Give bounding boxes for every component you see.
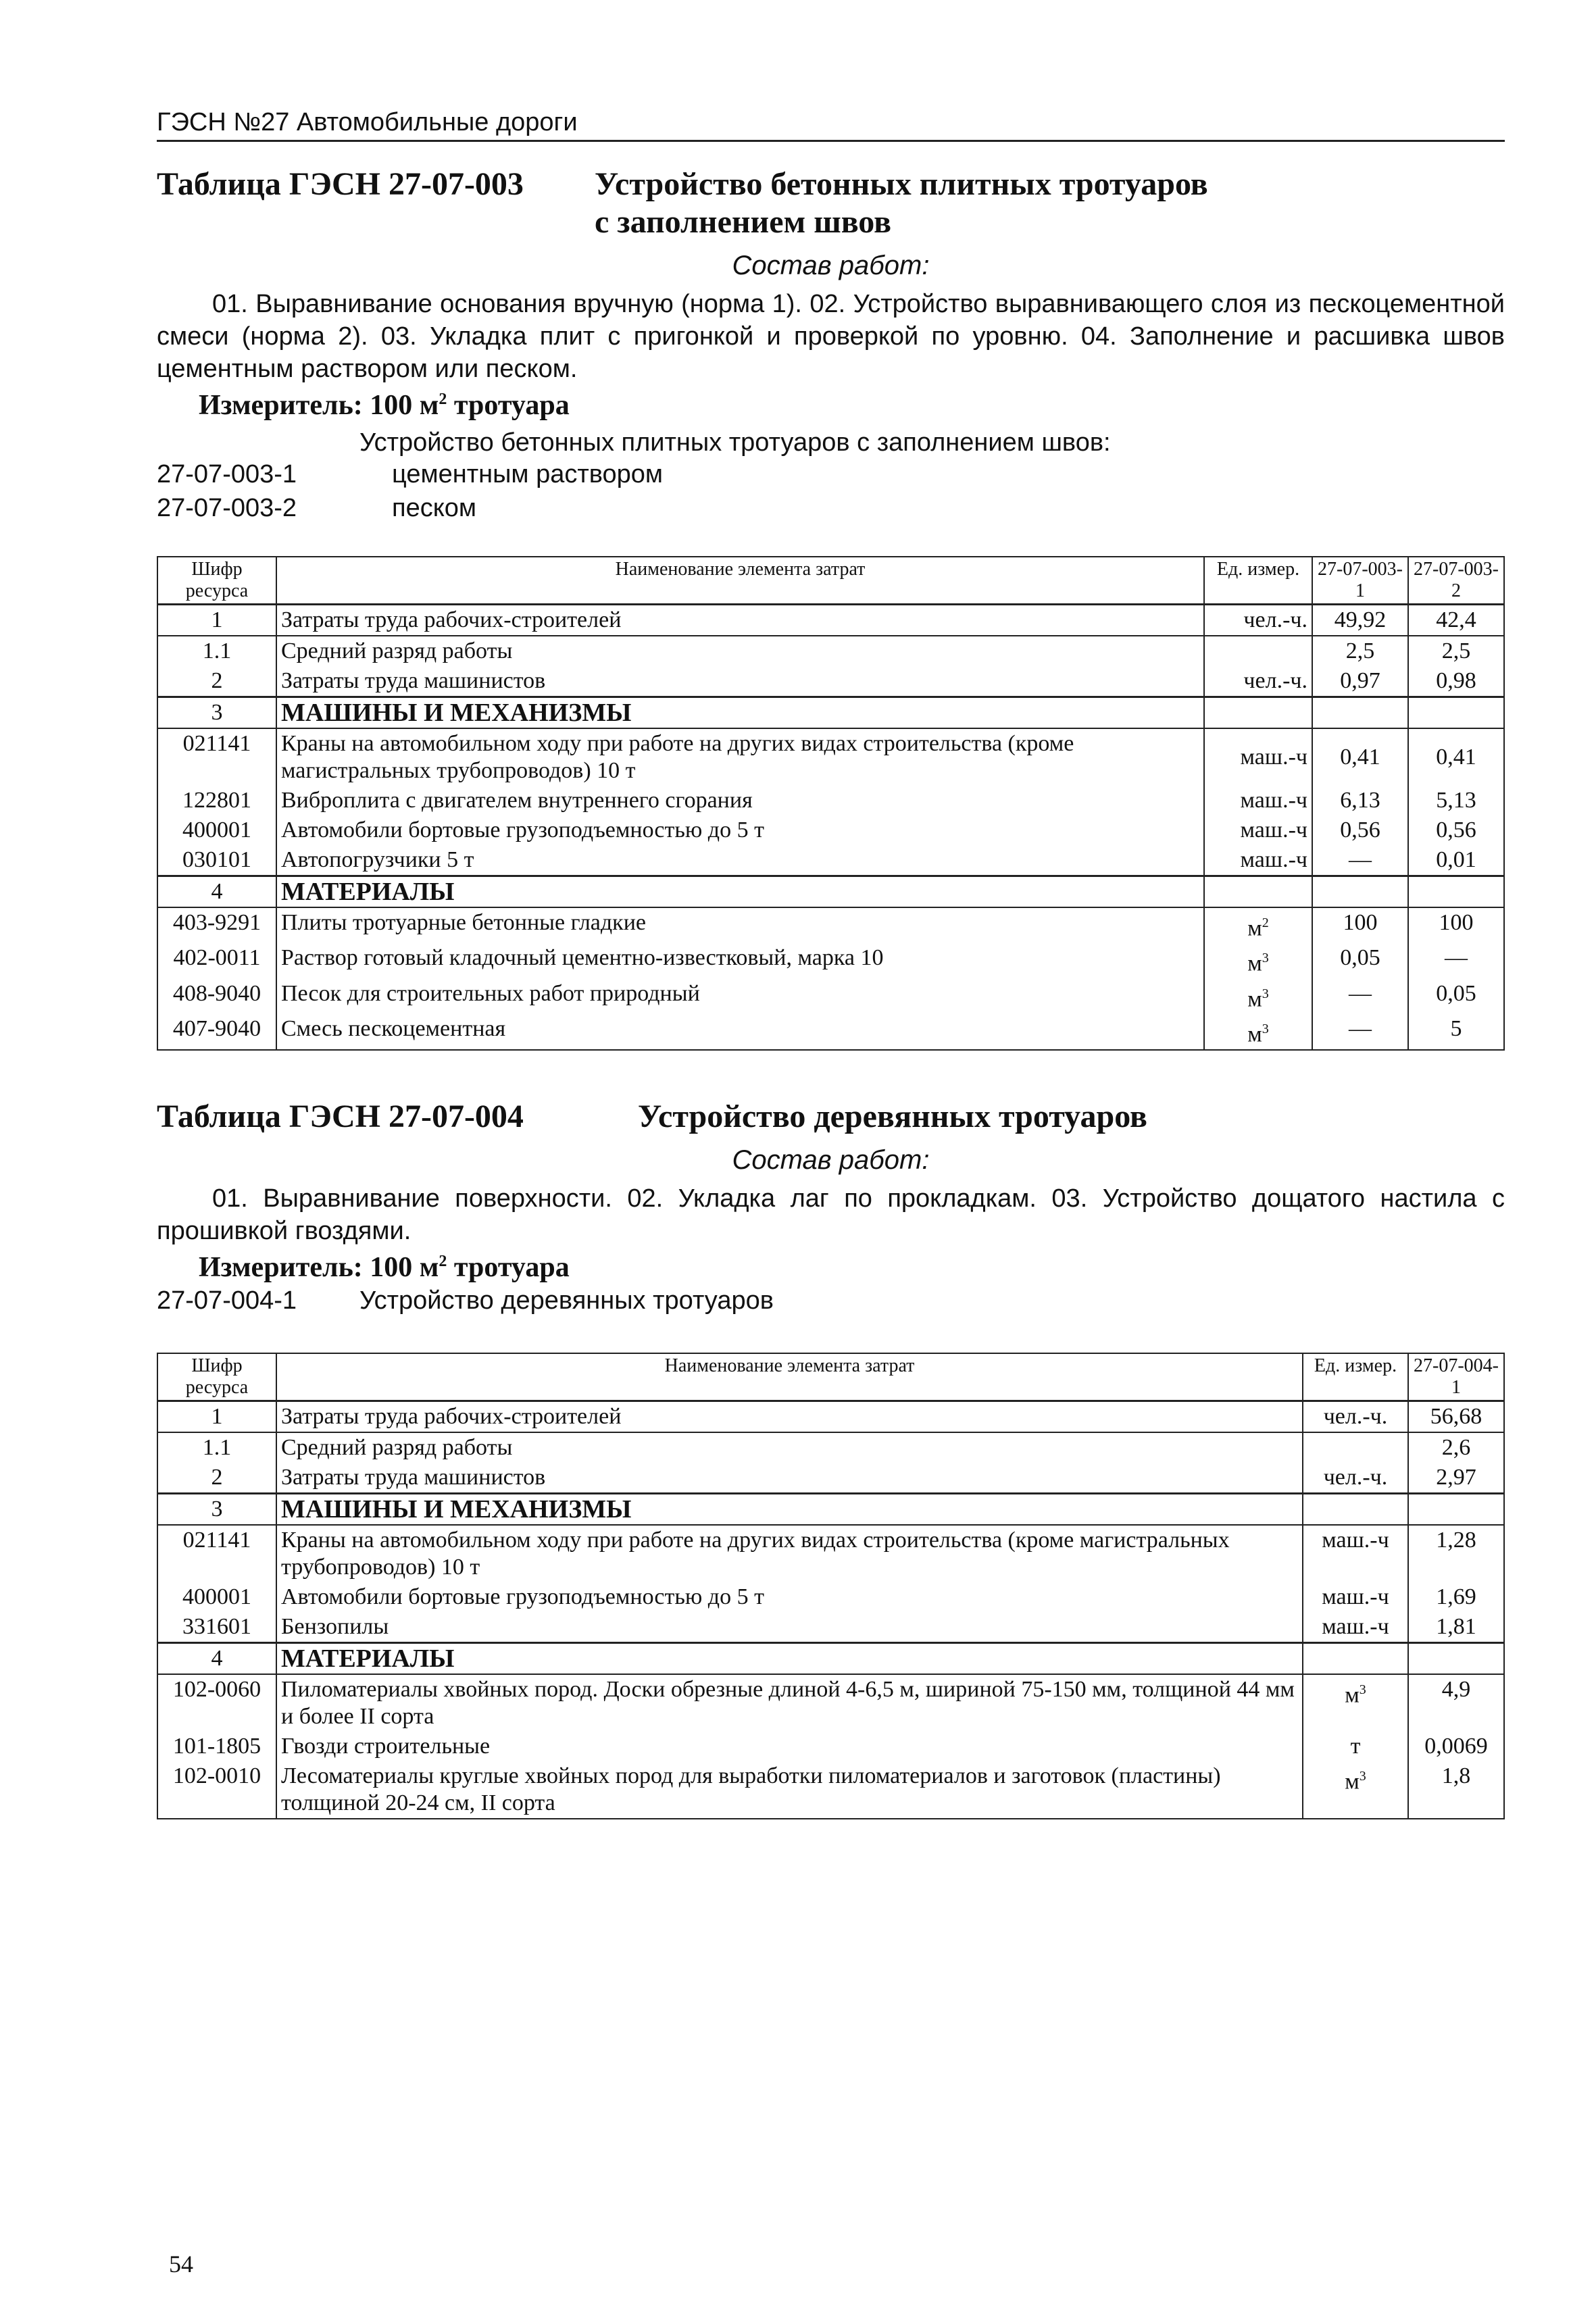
col-header-unit: Ед. измер. xyxy=(1204,557,1312,605)
page-header xyxy=(157,108,1505,142)
table-header-row xyxy=(157,1353,1504,1401)
table-row: 400001 Автомобили бортовые грузоподъемностью до 5 т маш.-ч 1,69 xyxy=(157,1582,1504,1612)
table-row: 2 Затраты труда машинистов чел.-ч. 2,97 xyxy=(157,1463,1504,1494)
table-title xyxy=(157,166,1505,241)
table-row: 1 Затраты труда рабочих-строителей чел.-ч. 49,92 42,4 xyxy=(157,605,1504,636)
table-code: Таблица ГЭСН 27-07-004 xyxy=(157,1099,524,1134)
table-section-row: 4 МАТЕРИАЛЫ xyxy=(157,876,1504,908)
section-27-07-003 xyxy=(157,166,1505,1051)
table-header-row xyxy=(157,557,1504,605)
meter: Измеритель: 100 $м^2$ тротуара xyxy=(199,390,570,421)
table-row: 400001 Автомобили бортовые грузоподъемностью до 5 т маш.-ч 0,56 0,56 xyxy=(157,815,1504,845)
table-row: 030101 Автопогрузчики 5 т маш.-ч — 0,01 xyxy=(157,845,1504,876)
cost-table xyxy=(157,1353,1505,1819)
section-27-07-004 xyxy=(157,1098,1505,1819)
table-row: 331601 Бензопилы маш.-ч 1,81 xyxy=(157,1612,1504,1643)
page-number: 54 xyxy=(169,2250,193,2278)
table-section-row: 4 МАТЕРИАЛЫ xyxy=(157,1643,1504,1675)
table-row: 101-1805 Гвозди строительные т 0,0069 xyxy=(157,1732,1504,1761)
table-row: 122801 Виброплита с двигателем внутреннего сгорания маш.-ч 6,13 5,13 xyxy=(157,786,1504,815)
col-header-name: Наименование элемента затрат xyxy=(276,1353,1303,1401)
table-row: 1.1 Средний разряд работы 2,6 xyxy=(157,1432,1504,1463)
table-row: 1 Затраты труда рабочих-строителей чел.-ч. 56,68 xyxy=(157,1401,1504,1433)
col-header-code: Шифр ресурса xyxy=(157,1353,276,1401)
work-composition-text: 01. Выравнивание поверхности. 02. Укладка лаг по прокладкам. 03. Устройство дощатого настила с прошивкой гвоздями. xyxy=(157,1184,1505,1245)
table-row: 102-0060 Пиломатериалы хвойных пород. Доски обрезные длиной 4-6,5 м, шириной 75-150 мм, толщиной 44 мм и более II сорта $м^3$ 4,9 xyxy=(157,1674,1504,1732)
table-row: 408-9040 Песок для строительных работ природный $м^3$ — 0,05 xyxy=(157,979,1504,1014)
col-header-v1: 27-07-004-1 xyxy=(1408,1353,1504,1401)
variants-heading: Устройство бетонных плитных тротуаров с заполнением швов: xyxy=(359,428,1111,457)
meter: Измеритель: 100 $м^2$ тротуара xyxy=(199,1252,570,1283)
variant-item: 27-07-003-2 песком xyxy=(157,494,477,522)
col-header-v2: 27-07-003-2 xyxy=(1408,557,1504,605)
table-row: 021141 Краны на автомобильном ходу при работе на других видах строительства (кроме магистральных трубопроводов) 10 т маш.-ч 1,28 xyxy=(157,1525,1504,1582)
variant-item: 27-07-003-1 цементным раствором xyxy=(157,460,664,488)
table-row: 407-9040 Смесь пескоцементная $м^3$ — 5 xyxy=(157,1014,1504,1050)
table-row: 403-9291 Плиты тротуарные бетонные гладкие $м^2$ 100 100 xyxy=(157,907,1504,943)
col-header-unit: Ед. измер. xyxy=(1303,1353,1408,1401)
work-composition-label: Состав работ: xyxy=(732,251,930,280)
table-row: 021141 Краны на автомобильном ходу при работе на других видах строительства (кроме магистральных трубопроводов) 10 т маш.-ч 0,41 0,41 xyxy=(157,728,1504,786)
table-row: 1.1 Средний разряд работы 2,5 2,5 xyxy=(157,636,1504,666)
variant-item: 27-07-004-1 Устройство деревянных тротуаров xyxy=(157,1286,774,1315)
table-row: 402-0011 Раствор готовый кладочный цементно-известковый, марка 10 $м^3$ 0,05 — xyxy=(157,943,1504,978)
table-title xyxy=(157,1098,1505,1136)
col-header-v1: 27-07-003-1 xyxy=(1312,557,1408,605)
table-code: Таблица ГЭСН 27-07-003 xyxy=(157,166,524,202)
col-header-name: Наименование элемента затрат xyxy=(276,557,1204,605)
table-title-line2: с заполнением швов xyxy=(595,204,892,240)
table-title-line1: Устройство деревянных тротуаров xyxy=(638,1099,1147,1134)
work-composition-text: 01. Выравнивание основания вручную (норма 1). 02. Устройство выравнивающего слоя из пескоцементной смеси (норма 2). 03. Укладка плит с пригонкой и проверкой по уровню. 04. Заполнение и расшивка швов цементным раствором или песком. xyxy=(157,290,1505,383)
col-header-code: Шифр ресурса xyxy=(157,557,276,605)
table-section-row: 3 МАШИНЫ И МЕХАНИЗМЫ xyxy=(157,697,1504,729)
work-composition-label: Состав работ: xyxy=(732,1145,930,1175)
header-text: ГЭСН №27 Автомобильные дороги xyxy=(157,108,578,136)
table-row: 102-0010 Лесоматериалы круглые хвойных пород для выработки пиломатериалов и заготовок (пластины) толщиной 20-24 см, II сорта $м^3$ 1,8 xyxy=(157,1761,1504,1819)
table-row: 2 Затраты труда машинистов чел.-ч. 0,97 0,98 xyxy=(157,666,1504,697)
table-title-line1: Устройство бетонных плитных тротуаров xyxy=(595,166,1208,202)
cost-table xyxy=(157,556,1505,1051)
table-section-row: 3 МАШИНЫ И МЕХАНИЗМЫ xyxy=(157,1494,1504,1526)
